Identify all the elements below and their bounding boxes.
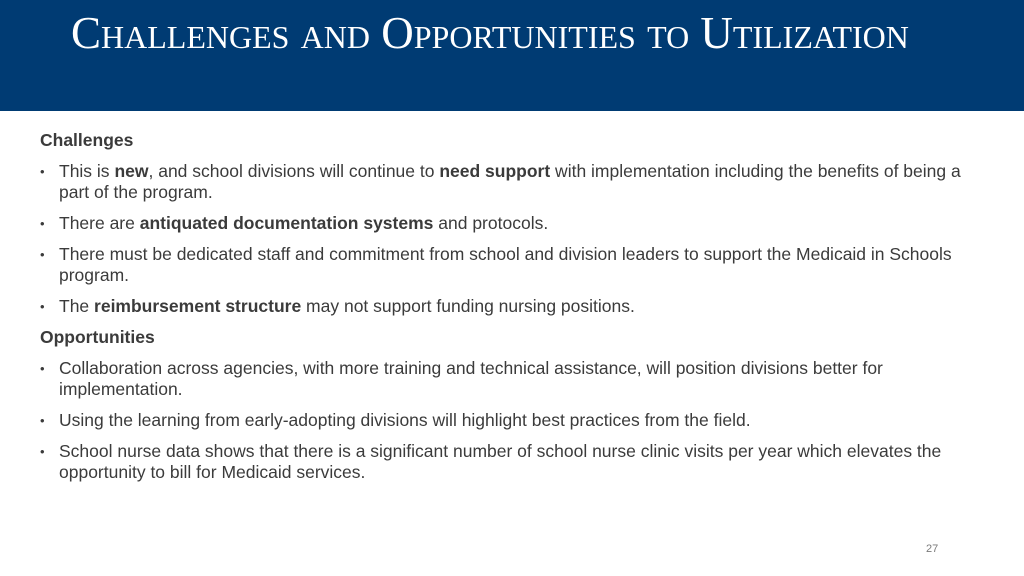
bullet-icon: • [40,247,45,262]
bullet-text: The [59,296,95,316]
opportunities-heading: Opportunities [40,327,155,347]
bullet-icon: • [40,413,45,428]
bullet-emphasis: reimbursement structure [94,296,302,316]
opportunities-bullet-item [40,410,990,431]
slide-title: Challenges and Opportunities to Utilization [71,8,909,58]
challenges-bullet-item [40,213,990,234]
challenges-bullet-item [40,296,990,317]
challenges-list [40,161,990,317]
bullet-text: Collaboration across agencies, with more training and technical assistance, will position divisions better for implementation. [59,358,883,399]
bullet-emphasis: need support [439,161,551,181]
bullet-text: This is [59,161,115,181]
opportunities-list [40,358,990,483]
bullet-text: There must be dedicated staff and commitment from school and division leaders to support the Medicaid in Schools program. [59,244,952,285]
bullet-text: may not support funding nursing positions. [301,296,635,316]
page-number: 27 [926,543,939,555]
bullet-icon: • [40,216,45,231]
slide-content [40,130,990,493]
bullet-emphasis: antiquated documentation systems [139,213,434,233]
challenges-bullet-item [40,244,990,286]
bullet-text: with implementation including the benefits of being a part of the program. [59,161,961,202]
bullet-text: Using the learning from early-adopting divisions will highlight best practices from the field. [59,410,751,430]
challenges-bullet-item [40,161,990,203]
bullet-text: and protocols. [433,213,549,233]
opportunities-bullet-item [40,358,990,400]
title-bar [0,0,1024,111]
bullet-icon: • [40,444,45,459]
bullet-text: School nurse data shows that there is a significant number of school nurse clinic visits per year which elevates the opportunity to bill for Medicaid services. [59,441,942,482]
bullet-icon: • [40,164,45,179]
bullet-text: There are [59,213,140,233]
bullet-text: , and school divisions will continue to [148,161,440,181]
bullet-icon: • [40,361,45,376]
bullet-icon: • [40,299,45,314]
bullet-emphasis: new [114,161,149,181]
challenges-heading: Challenges [40,130,134,150]
opportunities-bullet-item [40,441,990,483]
